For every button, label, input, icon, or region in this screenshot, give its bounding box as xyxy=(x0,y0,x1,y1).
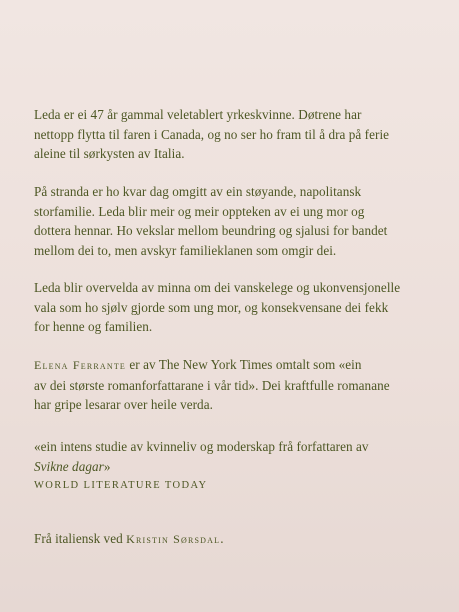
text-line xyxy=(34,529,426,550)
review-quote xyxy=(34,437,426,496)
book-title: Svikne dagar xyxy=(34,458,104,474)
text-line: På stranda er ho kvar dag omgitt av ein støyande, napolitansk xyxy=(34,184,362,199)
translator-name: Kristin Sørsdal xyxy=(126,532,221,546)
author-name: Elena Ferrante xyxy=(34,358,127,372)
author-bio-text: er av The New York Times omtalt som «ein xyxy=(126,357,362,372)
synopsis-paragraph-2 xyxy=(34,182,426,260)
text-line: nettopp flytta til faren i Canada, og no ser ho fram til å dra på ferie xyxy=(34,126,390,142)
translator-prefix: Frå italiensk ved xyxy=(34,531,127,546)
text-line: mellom dei to, men avskyr familieklanen som omgir dei. xyxy=(34,242,337,258)
text-line: av dei største romanforfattarane i vår tid». Dei kraftfulle romanane xyxy=(34,377,390,393)
text-line: for henne og familien. xyxy=(34,319,153,335)
text-line: Leda er ei 47 år gammal veletablert yrkeskvinne. Døtrene har xyxy=(34,107,362,122)
quote-line xyxy=(34,457,426,477)
quote-line: «ein intens studie av kvinneliv og moderskap frå forfattaren av xyxy=(34,439,369,454)
text-line: Leda blir overvelda av minna om dei vanskelege og ukonvensjonelle xyxy=(34,280,401,295)
text-line: aleine til sørkysten av Italia. xyxy=(34,146,185,162)
text-line: har gripe lesarar over heile verda. xyxy=(34,397,213,413)
quote-source: WORLD LITERATURE TODAY xyxy=(34,480,208,492)
text-line: dottera hennar. Ho vekslar mellom beundring og sjalusi for bandet xyxy=(34,223,388,239)
text-line: vala som ho sjølv gjorde som ung mor, og konsekvensane dei fekk xyxy=(34,299,389,315)
author-bio xyxy=(34,355,426,415)
translator-credit xyxy=(34,529,426,550)
synopsis-paragraph-3 xyxy=(34,278,426,337)
synopsis-paragraph-1 xyxy=(34,105,426,164)
text-line xyxy=(34,355,426,376)
translator-suffix: . xyxy=(220,531,224,546)
text-line: storfamilie. Leda blir meir og meir oppteken av ei ung mor og xyxy=(34,203,365,219)
quote-close: » xyxy=(103,458,111,474)
